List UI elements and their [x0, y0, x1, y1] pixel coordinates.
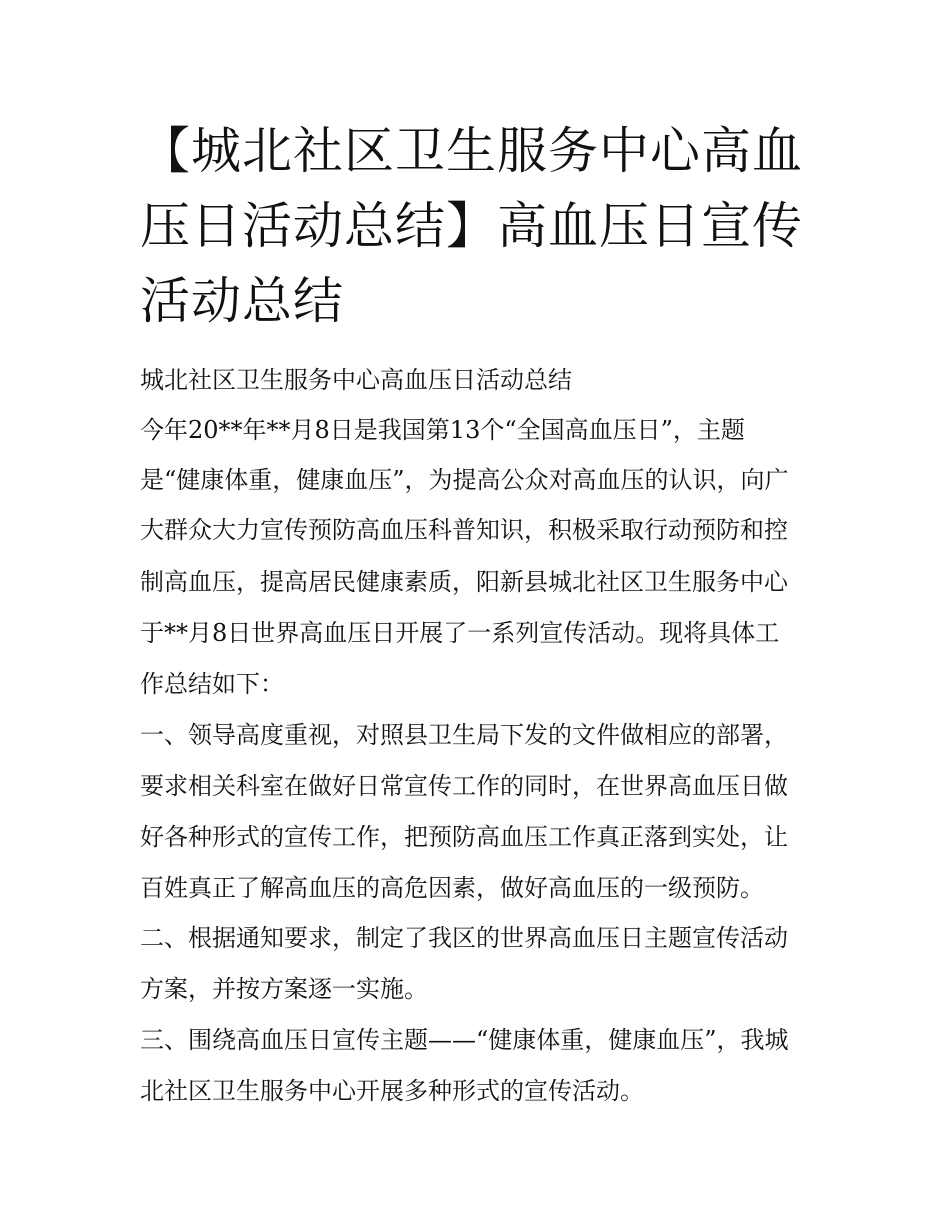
body-text-line: 要求相关科室在做好日常宣传工作的同时，在世界高血压日做 — [140, 772, 788, 800]
body-text-line: 二、根据通知要求，制定了我区的世界高血压日主题宣传活动 — [140, 924, 788, 952]
body-text-line: 百姓真正了解高血压的高危因素，做好高血压的一级预防。 — [140, 874, 764, 902]
body-text-line: 制高血压，提高居民健康素质，阳新县城北社区卫生服务中心 — [140, 568, 788, 596]
title-line: 压日活动总结】高血压日宣传 — [140, 197, 803, 255]
body-text-line: 今年20**年**月8日是我国第13个“全国高血压日”，主题 — [140, 416, 745, 444]
body-text-line: 是“健康体重，健康血压”，为提高公众对高血压的认识，向广 — [140, 466, 789, 494]
body-text-line: 三、围绕高血压日宣传主题——“健康体重，健康血压”，我城 — [140, 1026, 789, 1054]
subtitle-line: 城北社区卫生服务中心高血压日活动总结 — [140, 366, 572, 394]
body-text-line: 北社区卫生服务中心开展多种形式的宣传活动。 — [140, 1077, 644, 1105]
body-text-line: 一、领导高度重视，对照县卫生局下发的文件做相应的部署， — [140, 721, 788, 749]
body-text-line: 方案，并按方案逐一实施。 — [140, 975, 428, 1003]
body-text-line: 好各种形式的宣传工作，把预防高血压工作真正落到实处，让 — [140, 823, 788, 851]
title-line: 【城北社区卫生服务中心高血 — [140, 122, 803, 180]
title-line: 活动总结 — [140, 272, 344, 330]
document-title — [140, 114, 820, 339]
body-text-line: 于**月8日世界高血压日开展了一系列宣传活动。现将具体工 — [140, 619, 780, 647]
body-text-line: 作总结如下： — [140, 670, 284, 698]
body-text-line: 大群众大力宣传预防高血压科普知识，积极采取行动预防和控 — [140, 516, 788, 544]
